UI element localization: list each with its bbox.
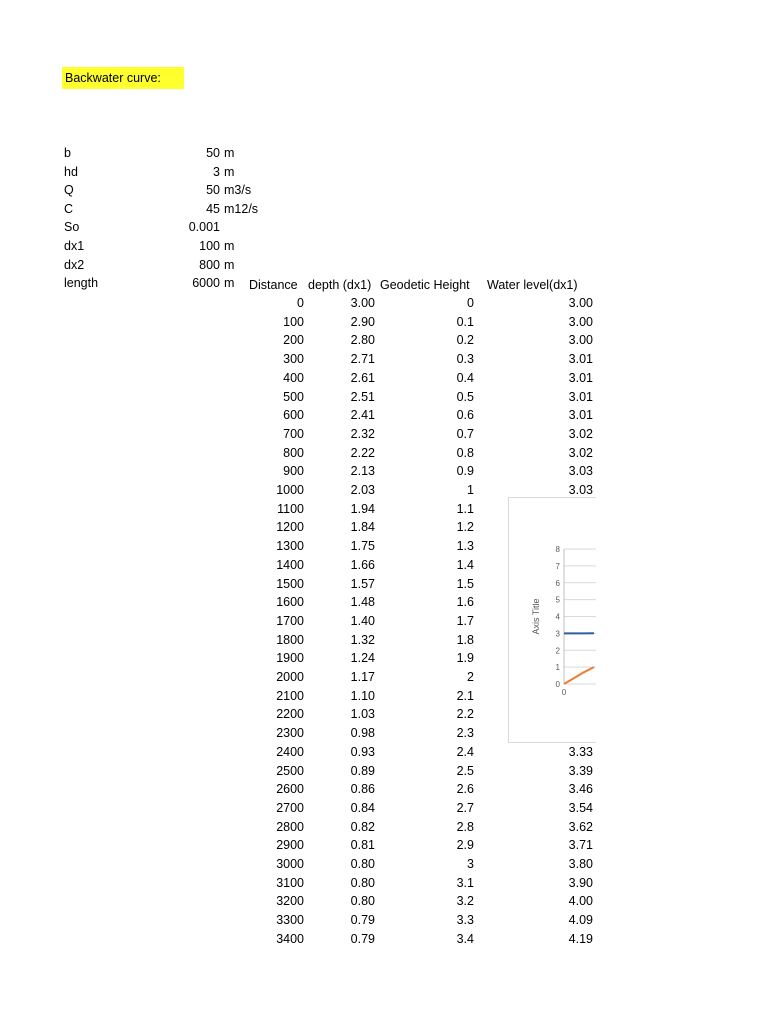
cell-distance: 800	[283, 445, 304, 460]
cell-water-level: 3.62	[568, 819, 593, 834]
cell-depth: 0.98	[350, 726, 375, 741]
cell-distance: 0	[297, 296, 304, 310]
cell-distance: 400	[283, 370, 304, 385]
cell-geodetic-height: 3	[467, 857, 474, 871]
cell-depth: 1.03	[350, 707, 375, 722]
param-unit: m	[224, 239, 235, 253]
cell-depth: 1.48	[350, 595, 375, 610]
cell-distance: 2100	[276, 688, 304, 703]
cell-depth: 0.89	[350, 763, 375, 778]
cell-distance: 2900	[276, 838, 304, 853]
cell-distance: 2800	[276, 819, 304, 834]
param-unit: m	[224, 146, 235, 160]
cell-geodetic-height: 3.3	[456, 913, 474, 928]
y-axis-title: Axis Title	[531, 598, 541, 635]
cell-geodetic-height: 1	[467, 483, 474, 497]
table-row	[0, 911, 600, 930]
param-value: 6000	[192, 276, 220, 291]
cell-depth: 1.32	[350, 632, 375, 647]
cell-distance: 2700	[276, 800, 304, 815]
y-tick-label: 6	[555, 578, 560, 588]
cell-geodetic-height: 0.2	[456, 333, 474, 348]
cell-geodetic-height: 2.7	[456, 800, 474, 815]
param-row	[64, 218, 264, 236]
cell-depth: 1.94	[350, 501, 375, 516]
cell-depth: 1.24	[350, 651, 375, 666]
cell-water-level: 3.54	[568, 800, 593, 815]
param-unit: m	[224, 276, 235, 291]
cell-distance: 2200	[276, 707, 304, 722]
param-value: 100	[199, 239, 220, 253]
cell-depth: 0.93	[350, 744, 375, 759]
series-line-1	[564, 667, 594, 684]
cell-depth: 1.17	[350, 670, 375, 684]
cell-geodetic-height: 0.5	[456, 389, 474, 404]
table-row	[0, 462, 600, 481]
cell-geodetic-height: 1.8	[456, 632, 474, 647]
cell-depth: 0.86	[350, 782, 375, 797]
cell-geodetic-height: 2.2	[456, 707, 474, 722]
cell-geodetic-height: 3.4	[456, 931, 474, 946]
x-tick-label: 0	[561, 688, 567, 697]
cell-distance: 1700	[276, 613, 304, 628]
cell-geodetic-height: 0.8	[456, 445, 474, 460]
cell-depth: 0.79	[350, 931, 375, 946]
header-water-level: Water level(dx1)	[487, 278, 578, 292]
cell-distance: 1300	[276, 539, 304, 554]
param-row	[64, 200, 264, 218]
cell-depth: 0.80	[350, 857, 375, 871]
cell-distance: 3400	[276, 931, 304, 946]
cell-geodetic-height: 2	[467, 670, 474, 684]
cell-geodetic-height: 0.4	[456, 370, 474, 385]
param-name: dx2	[64, 257, 85, 272]
cell-water-level: 3.90	[568, 875, 593, 890]
y-tick-label: 3	[555, 629, 560, 639]
param-value: 50	[206, 183, 220, 198]
cell-distance: 2300	[276, 726, 304, 741]
table-row	[0, 388, 600, 407]
cell-geodetic-height: 1.9	[456, 651, 474, 666]
cell-distance: 1600	[276, 595, 304, 610]
param-value: 50	[206, 146, 220, 160]
cell-depth: 2.41	[350, 408, 375, 423]
cell-depth: 2.13	[350, 464, 375, 479]
param-row	[64, 256, 264, 274]
cell-distance: 1500	[276, 576, 304, 591]
y-tick-label: 0	[555, 680, 560, 689]
cell-depth: 3.00	[350, 296, 375, 310]
cell-distance: 2500	[276, 763, 304, 778]
cell-depth: 2.51	[350, 389, 375, 404]
water-level-chart[interactable]	[508, 497, 596, 743]
cell-water-level: 3.33	[568, 744, 593, 759]
cell-distance: 2600	[276, 782, 304, 797]
cell-depth: 0.80	[350, 894, 375, 909]
cell-geodetic-height: 1.5	[456, 576, 474, 591]
cell-distance: 2400	[276, 744, 304, 759]
sheet-title: Backwater curve:	[62, 67, 184, 89]
cell-depth: 2.80	[350, 333, 375, 348]
cell-depth: 2.90	[350, 314, 375, 329]
cell-distance: 1800	[276, 632, 304, 647]
cell-distance: 700	[283, 426, 304, 441]
cell-geodetic-height: 2.4	[456, 744, 474, 759]
cell-geodetic-height: 2.8	[456, 819, 474, 834]
param-value: 0.001	[188, 220, 220, 235]
cell-distance: 1900	[276, 651, 304, 666]
cell-depth: 1.75	[350, 539, 375, 554]
table-row	[0, 313, 600, 332]
table-row	[0, 743, 600, 762]
table-row	[0, 444, 600, 463]
cell-geodetic-height: 0.1	[456, 314, 474, 329]
cell-depth: 0.79	[350, 913, 375, 928]
y-tick-label: 8	[555, 545, 560, 554]
cell-water-level: 3.71	[568, 838, 593, 853]
cell-distance: 3100	[276, 875, 304, 890]
param-name: So	[64, 220, 80, 235]
cell-depth: 1.84	[350, 520, 375, 535]
param-name: Q	[64, 183, 74, 198]
table-row	[0, 780, 600, 799]
header-distance: Distance	[249, 278, 298, 292]
cell-geodetic-height: 0.3	[456, 352, 474, 367]
table-row	[0, 762, 600, 781]
table-row	[0, 799, 600, 818]
cell-geodetic-height: 3.2	[456, 894, 474, 909]
cell-geodetic-height: 1.1	[456, 501, 474, 516]
cell-distance: 1200	[276, 520, 304, 535]
table-row	[0, 855, 600, 874]
y-tick-label: 2	[555, 646, 560, 656]
cell-geodetic-height: 2.3	[456, 726, 474, 741]
cell-geodetic-height: 1.7	[456, 613, 474, 628]
y-tick-label: 1	[555, 663, 560, 673]
cell-distance: 900	[283, 464, 304, 479]
cell-water-level: 3.39	[568, 763, 593, 778]
cell-water-level: 3.00	[568, 296, 593, 310]
cell-geodetic-height: 0.6	[456, 408, 474, 423]
cell-water-level: 3.80	[568, 857, 593, 871]
header-geodetic-height: Geodetic Height	[380, 278, 470, 292]
cell-depth: 0.82	[350, 819, 375, 834]
cell-depth: 1.40	[350, 613, 375, 628]
param-row	[64, 274, 264, 292]
cell-distance: 1100	[277, 501, 304, 516]
cell-water-level: 3.46	[568, 782, 593, 797]
cell-geodetic-height: 2.9	[456, 838, 474, 853]
cell-distance: 600	[283, 408, 304, 423]
cell-distance: 1400	[276, 557, 304, 572]
cell-water-level: 3.01	[568, 370, 593, 385]
cell-water-level: 4.09	[568, 913, 593, 928]
table-row	[0, 350, 600, 369]
cell-geodetic-height: 1.3	[456, 539, 474, 554]
param-row	[64, 237, 264, 255]
param-name: dx1	[64, 239, 85, 253]
table-row	[0, 425, 600, 444]
table-row	[0, 892, 600, 911]
cell-depth: 0.81	[350, 838, 375, 853]
y-tick-label: 5	[555, 595, 560, 605]
cell-water-level: 4.00	[568, 894, 593, 909]
cell-water-level: 3.03	[568, 464, 593, 479]
cell-distance: 3200	[276, 894, 304, 909]
cell-geodetic-height: 1.6	[456, 595, 474, 610]
table-row	[0, 331, 600, 350]
param-unit: m	[224, 164, 235, 179]
cell-water-level: 3.01	[568, 389, 593, 404]
param-name: b	[64, 146, 71, 160]
cell-distance: 500	[283, 389, 304, 404]
cell-geodetic-height: 1.4	[456, 557, 474, 572]
table-row	[0, 369, 600, 388]
param-row	[64, 163, 264, 181]
cell-depth: 0.84	[350, 800, 375, 815]
cell-depth: 2.61	[350, 370, 375, 385]
cell-depth: 1.10	[350, 688, 375, 703]
y-tick-label: 4	[555, 612, 560, 622]
table-row	[0, 930, 600, 949]
cell-geodetic-height: 0.7	[456, 426, 474, 441]
cell-distance: 200	[283, 333, 304, 348]
param-unit: m12/s	[224, 201, 259, 216]
cell-water-level: 3.01	[568, 352, 593, 367]
cell-water-level: 3.01	[568, 408, 593, 423]
cell-depth: 1.66	[350, 557, 375, 572]
cell-geodetic-height: 1.2	[456, 520, 474, 535]
cell-water-level: 3.00	[568, 314, 593, 329]
cell-geodetic-height: 0	[467, 296, 474, 310]
param-unit: m3/s	[224, 183, 252, 198]
cell-water-level: 3.02	[568, 445, 593, 460]
cell-depth: 2.03	[350, 483, 375, 497]
param-name: hd	[64, 164, 78, 179]
y-tick-label: 7	[555, 561, 560, 571]
table-row	[0, 836, 600, 855]
cell-geodetic-height: 2.1	[456, 688, 474, 703]
table-row	[0, 406, 600, 425]
param-value: 3	[213, 164, 220, 179]
cell-distance: 3000	[276, 857, 304, 871]
cell-distance: 3300	[276, 913, 304, 928]
cell-depth: 2.32	[350, 426, 375, 441]
table-row	[0, 294, 600, 313]
cell-water-level: 3.02	[568, 426, 593, 441]
cell-water-level: 4.19	[568, 931, 593, 946]
cell-geodetic-height: 2.5	[456, 763, 474, 778]
param-value: 800	[199, 257, 220, 272]
param-name: length	[64, 276, 99, 291]
cell-depth: 2.71	[350, 352, 375, 367]
param-row	[64, 181, 264, 199]
chart-plot	[509, 498, 596, 742]
table-row	[0, 874, 600, 893]
cell-distance: 1000	[276, 483, 304, 497]
cell-geodetic-height: 0.9	[456, 464, 474, 479]
cell-depth: 0.80	[350, 875, 375, 890]
table-row	[0, 818, 600, 837]
param-value: 45	[206, 201, 220, 216]
cell-distance: 300	[283, 352, 304, 367]
param-unit: m	[224, 257, 235, 272]
cell-water-level: 3.00	[568, 333, 593, 348]
cell-distance: 100	[283, 314, 304, 329]
cell-geodetic-height: 3.1	[456, 875, 474, 890]
cell-geodetic-height: 2.6	[456, 782, 474, 797]
param-name: C	[64, 201, 74, 216]
cell-distance: 2000	[276, 670, 304, 684]
param-row	[64, 144, 264, 162]
cell-depth: 2.22	[350, 445, 375, 460]
cell-water-level: 3.03	[568, 483, 593, 497]
header-depth: depth (dx1)	[308, 278, 372, 292]
cell-depth: 1.57	[350, 576, 375, 591]
